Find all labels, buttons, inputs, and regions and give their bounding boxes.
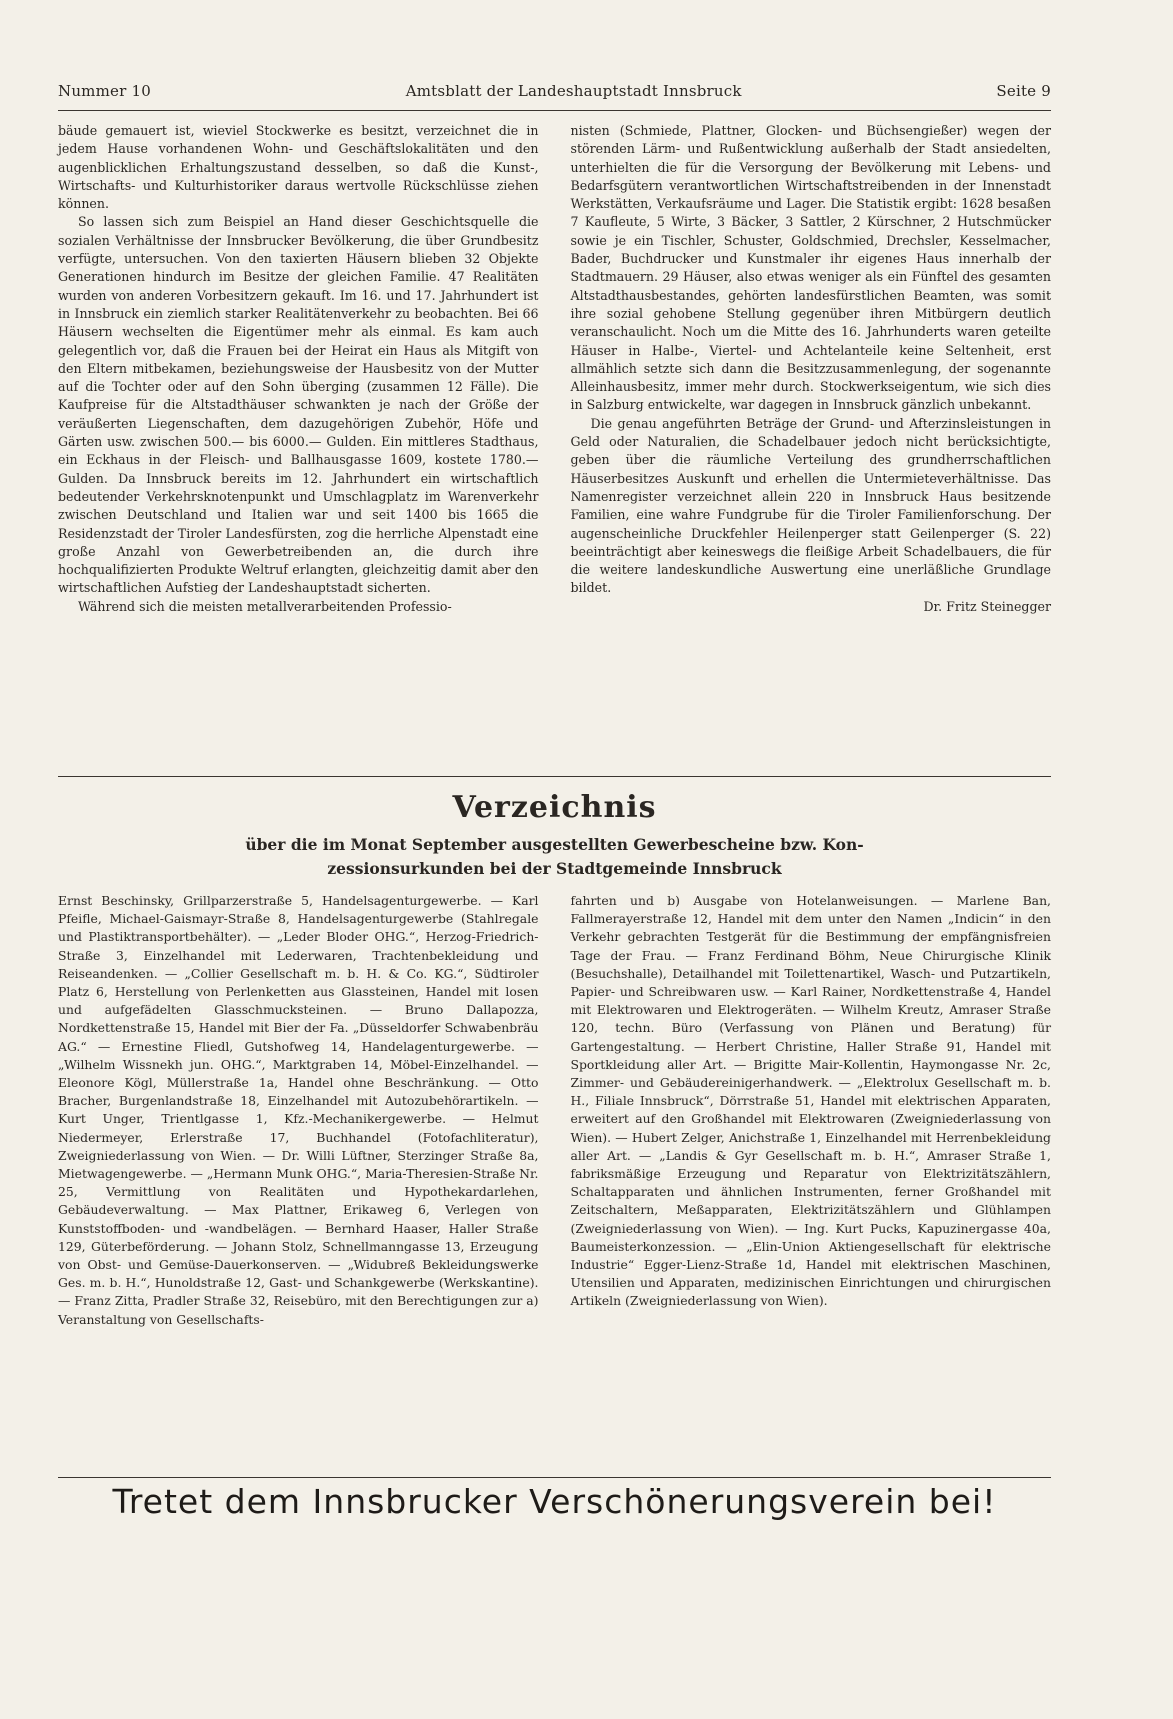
license-list-text: fahrten und b) Ausgabe von Hotelanweisungen. — Marlene Ban, Fallmerayerstraße 12, Handel mit dem unter den Namen „Indicin“ in den Verkehr gebrachten Testgerät für die Bestimmung der empfängnisfreien Tage der Frau. — Franz Ferdinand Böhm, Neue Chirurgische Klinik (Besuchshalle), Detailhandel mit Toilettenartikel, Wasch- und Putzartikeln, Papier- und Schreibwaren usw. — Karl Rainer, Nordkettenstraße 4, Handel mit Elektrowaren und Elektrogeräten. — Wilhelm Kreutz, Amraser Straße 120, techn. Büro (Verfassung von Plänen und Beratung) für Gartengestaltung. — Herbert Christine, Haller Straße 91, Handel mit Sportkleidung aller Art. — Brigitte Mair-Kollentin, Haymongasse Nr. 2c, Zimmer- und Gebäudereinigerhandwerk. — „Elektrolux Gesellschaft m. b. H., Filiale Innsbruck“, Dörrstraße 51, Handel mit elektrischen Apparaten, erweitert auf den Großhandel mit Elektrowaren (Zweigniederlassung von Wien). — Hubert Zelger, Anichstraße 1, Einzelhandel mit Herrenbekleidung aller Art. — „Landis & Gyr Gesellschaft m. b. H.“, Amraser Straße 1, fabriksmäßige Erzeugung und Reparatur von Elektrizitätszählern, Schaltapparaten und ähnlichen Instrumenten, ferner Großhandel mit Zeitschaltern, Meßapparaten, Elektrizitätszählern und Glühlampen (Zweigniederlassung von Wien). — Ing. Kurt Pucks, Kapuzinergasse 40a, Baumeisterkonzession. — „Elin-Union Aktiengesellschaft für elektrische Industrie“ Egger-Lienz-Straße 1d, Handel mit elektrischen Maschinen, Utensilien und Apparaten, medizinischen Einrichtungen und chirurgischen Artikeln (Zweigniederlassung von Wien). [570,893,1051,1309]
footer-divider [58,1477,1051,1478]
footer-slogan: Tretet dem Innsbrucker Verschönerungsverein bei! [112,1482,997,1521]
license-list [58,892,1051,1457]
list-subtitle-line-2: zessionsurkunden bei der Stadtgemeinde Innsbruck [327,859,782,878]
publication-title: Amtsblatt der Landeshauptstadt Innsbruck [405,82,742,100]
article-right-column [571,122,1052,762]
list-heading [58,790,1051,881]
license-list-left-column [58,892,539,1457]
page-header [58,82,1051,100]
page-number: Seite 9 [996,82,1051,100]
article-body [58,122,1051,762]
article-paragraph: Die genau angeführten Beträge der Grund- und Afterzinsleistungen in Geld oder Naturalien, die Schadelbauer jedoch nicht berücksichtigte, geben über die räumliche Verteilung des grundherrschaftlichen Häuserbesitzes Auskunft und erhellen die Untermieteverhältnisse. Das Namenregister verzeichnet allein 220 in Innsbruck Haus besitzende Familien, eine wahre Fundgrube für die Tiroler Familienforschung. Der augenscheinliche Druckfehler Heilenperger statt Geilenperger (S. 22) beeinträchtigt aber keineswegs die fleißige Arbeit Schadelbauers, die für die weitere landeskundliche Auswertung eine unerläßliche Grundlage bildet. [570,415,1051,596]
article-paragraph: Während sich die meisten metallverarbeitenden Professio- [78,598,452,614]
issue-number: Nummer 10 [58,82,151,100]
article-paragraph: So lassen sich zum Beispiel an Hand dieser Geschichtsquelle die sozialen Verhältnisse der Innsbrucker Bevölkerung, die über Grundbesitz verfügte, untersuchen. Von den taxierten Häusern blieben 32 Objekte Generationen hindurch im Besitze der gleichen Familie. 47 Realitäten wurden von anderen Vorbesitzern gekauft. Im 16. und 17. Jahrhundert ist in Innsbruck ein ziemlich starker Realitätenverkehr zu beobachten. Bei 66 Häusern wechselten die Eigentümer mehr als einmal. Es kam auch gelegentlich vor, daß die Frauen bei der Heirat ein Haus als Mitgift von den Eltern mitbekamen, beziehungsweise der Hausbesitz von der Mutter auf die Tochter oder auf den Sohn überging (zusammen 12 Fälle). Die Kaufpreise für die Altstadthäuser schwankten je nach der Größe der veräußerten Liegenschaften, dem dazugehörigen Zubehör, Höfe und Gärten usw. zwischen 500.— bis 6000.— Gulden. Ein mittleres Stadthaus, ein Eckhaus in der Fleisch- und Ballhausgasse 1609, kostete 1780.— Gulden. Da Innsbruck bereits im 12. Jahrhundert ein wirtschaftlich bedeutender Verkehrsknotenpunkt und Umschlagplatz im Warenverkehr zwischen Deutschland und Italien war und seit 1400 bis 1665 die Residenzstadt der Tiroler Landesfürsten, zog die herrliche Alpenstadt eine große Anzahl von Gewerbetreibenden an, die durch ihre hochqualifizierten Produkte Weltruf erlangten, gleichzeitig damit aber den wirtschaftlichen Aufstieg der Landeshauptstadt sicherten. [58,214,539,596]
article-signature: Dr. Fritz Steinegger [923,598,1051,614]
article-left-column [58,122,539,762]
list-subtitle-line-1: über die im Monat September ausgestellten Gewerbescheine bzw. Kon- [245,835,864,854]
license-list-text: Ernst Beschinsky, Grillparzerstraße 5, Handelsagenturgewerbe. — Karl Pfeifle, Michael-Gaismayr-Straße 8, Handelsagenturgewerbe (Stahlregale und Plastiktransportbehälter). — „Leder Bloder OHG.“, Herzog-Friedrich-Straße 3, Einzelhandel mit Lederwaren, Trachtenbekleidung und Reiseandenken. — „Collier Gesellschaft m. b. H. & Co. KG.“, Südtiroler Platz 6, Herstellung von Perlenketten aus Glassteinen, Handel mit losen und aufgefädelten Glasschmucksteinen. — Bruno Dallapozza, Nordkettenstraße 15, Handel mit Bier der Fa. „Düsseldorfer Schwabenbräu AG.“ — Ernestine Fliedl, Gutshofweg 14, Handelagenturgewerbe. — „Wilhelm Wissnekh jun. OHG.“, Marktgraben 14, Möbel-Einzelhandel. — Eleonore Kögl, Müllerstraße 1a, Handel ohne Beschränkung. — Otto Bracher, Burgenlandstraße 18, Einzelhandel mit Autozubehörartikeln. — Kurt Unger, Trientlgasse 1, Kfz.-Mechanikergewerbe. — Helmut Niedermeyer, Erlerstraße 17, Buchhandel (Fotofachliteratur), Zweigniederlassung von Wien. — Dr. Willi Lüftner, Sterzinger Straße 8a, Mietwagengewerbe. — „Hermann Munk OHG.“, Maria-Theresien-Straße Nr. 25, Vermittlung von Realitäten und Hypothekardarlehen, Gebäudeverwaltung. — Max Plattner, Erikaweg 6, Verlegen von Kunststoffboden- und -wandbelägen. — Bernhard Haaser, Haller Straße 129, Güterbeförderung. — Johann Stolz, Schnellmanngasse 13, Erzeugung von Obst- und Gemüse-Dauerkonserven. — „Widubreß Bekleidungswerke Ges. m. b. H.“, Hunoldstraße 12, Gast- und Schankgewerbe (Werkskantine). — Franz Zitta, Pradler Straße 32, Reisebüro, mit den Berechtigungen zur a) Veranstaltung von Gesellschafts- [58,893,539,1327]
article-paragraph: nisten (Schmiede, Plattner, Glocken- und Büchsengießer) wegen der störenden Lärm- und Rußentwicklung außerhalb der Stadt ansiedelten, unterhielten die für die Versorgung der Bevölkerung mit Lebens- und Bedarfsgütern verantwortlichen Wirtschaftstreibenden in der Innenstadt Werkstätten, Verkaufsräume und Lager. Die Statistik ergibt: 1628 besaßen 7 Kaufleute, 5 Wirte, 3 Bäcker, 3 Sattler, 2 Kürschner, 2 Hutschmücker sowie je ein Tischler, Schuster, Goldschmied, Drechsler, Kesselmacher, Bader, Buchdrucker und Kunstmaler ihr eigenes Haus innerhalb der Stadtmauern. 29 Häuser, also etwas weniger als ein Fünftel des gesamten Altstadthausbestandes, gehörten landesfürstlichen Beamten, was somit ihre sozial gehobene Stellung gegenüber ihren Mitbürgern deutlich veranschaulicht. Noch um die Mitte des 16. Jahrhunderts waren geteilte Häuser in Halbe-, Viertel- und Achtelanteile keine Seltenheit, erst allmählich setzte sich dann die Besitzzusammenlegung, der sogenannte Alleinhausbesitz, immer mehr durch. Stockwerkseigentum, wie sich dies in Salzburg entwickelte, war dagegen in Innsbruck gänzlich unbekannt. [570,123,1051,413]
header-divider [58,110,1051,111]
license-list-right-column [571,892,1052,1457]
section-divider [58,776,1051,777]
article-paragraph: bäude gemauert ist, wieviel Stockwerke es besitzt, verzeichnet die in jedem Hause vorhandenen Wohn- und Geschäftslokalitäten und den augenblicklichen Erhaltungszustand desselben, so daß die Kunst-, Wirtschafts- und Kulturhistoriker daraus wertvolle Rückschlüsse ziehen können. [58,123,539,212]
list-title: Verzeichnis [452,790,657,825]
